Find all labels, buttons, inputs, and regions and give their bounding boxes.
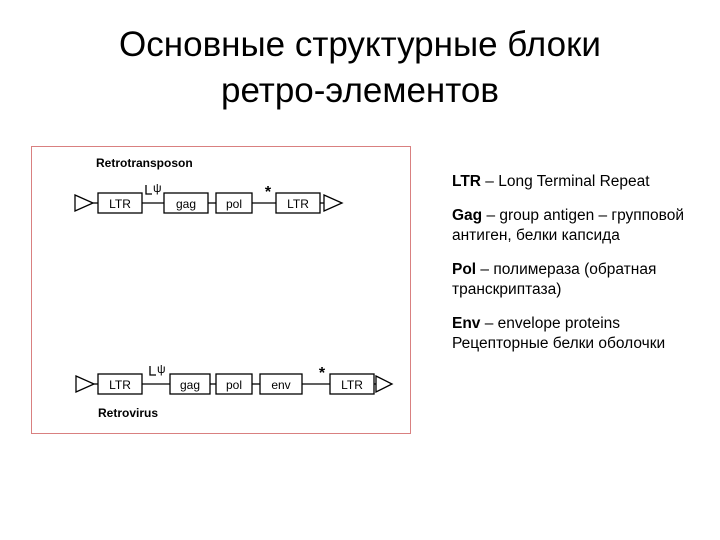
retrovirus-star-marker: * (318, 365, 326, 382)
legend-text-ltr: – Long Terminal Repeat (480, 173, 650, 190)
retroelement-diagram (32, 147, 412, 435)
retrotransposon-label: Retrotransposon (96, 156, 193, 170)
legend-text-pol: – полимераза (обратная транскриптаза) (452, 261, 657, 298)
retrotransposon-left-arrow (75, 195, 93, 211)
retrotransposon-pol-label: pol (225, 197, 243, 211)
retrotransposon-right-arrow (324, 195, 342, 211)
retrovirus-psi-symbol: ψ (157, 362, 166, 376)
retrovirus-ltr-right-label: LTR (341, 378, 363, 392)
legend-term-pol: Pol (452, 261, 477, 278)
retrotransposon-gag-label: gag (175, 197, 197, 211)
retrotransposon-ltr-left-label: LTR (109, 197, 131, 211)
retrovirus-label: Retrovirus (98, 406, 159, 420)
legend-item-env (452, 314, 714, 354)
retrotransposon-psi-symbol: ψ (153, 181, 162, 195)
legend-term-env: Env (452, 315, 481, 332)
legend-text-env: – envelope proteins Рецепторные белки оболочки (452, 315, 666, 352)
retroelement-figure (31, 146, 411, 434)
retrovirus-pol-label: pol (225, 378, 243, 392)
title-line-1: Основные структурные блоки (119, 25, 601, 64)
retrotransposon-star-marker: * (264, 184, 272, 201)
slide-title (0, 22, 720, 114)
retrovirus-ltr-left-label: LTR (109, 378, 131, 392)
legend-item-pol (452, 260, 714, 300)
legend-term-ltr: LTR (452, 173, 481, 190)
retrotransposon-psi-marker (146, 185, 152, 194)
abbreviation-legend (452, 172, 714, 368)
retrovirus-psi-marker (150, 366, 156, 375)
legend-term-gag: Gag (452, 207, 483, 224)
retrovirus-env-label: env (271, 378, 291, 392)
legend-item-gag (452, 206, 714, 246)
legend-text-gag: – group antigen – групповой антиген, белки капсида (452, 207, 685, 244)
retrotransposon-ltr-right-label: LTR (287, 197, 309, 211)
retrovirus-right-arrow (376, 376, 392, 392)
title-line-2: ретро-элементов (221, 71, 499, 110)
retrovirus-gag-label: gag (179, 378, 201, 392)
retrovirus-left-arrow (76, 376, 94, 392)
legend-item-ltr (452, 172, 714, 192)
